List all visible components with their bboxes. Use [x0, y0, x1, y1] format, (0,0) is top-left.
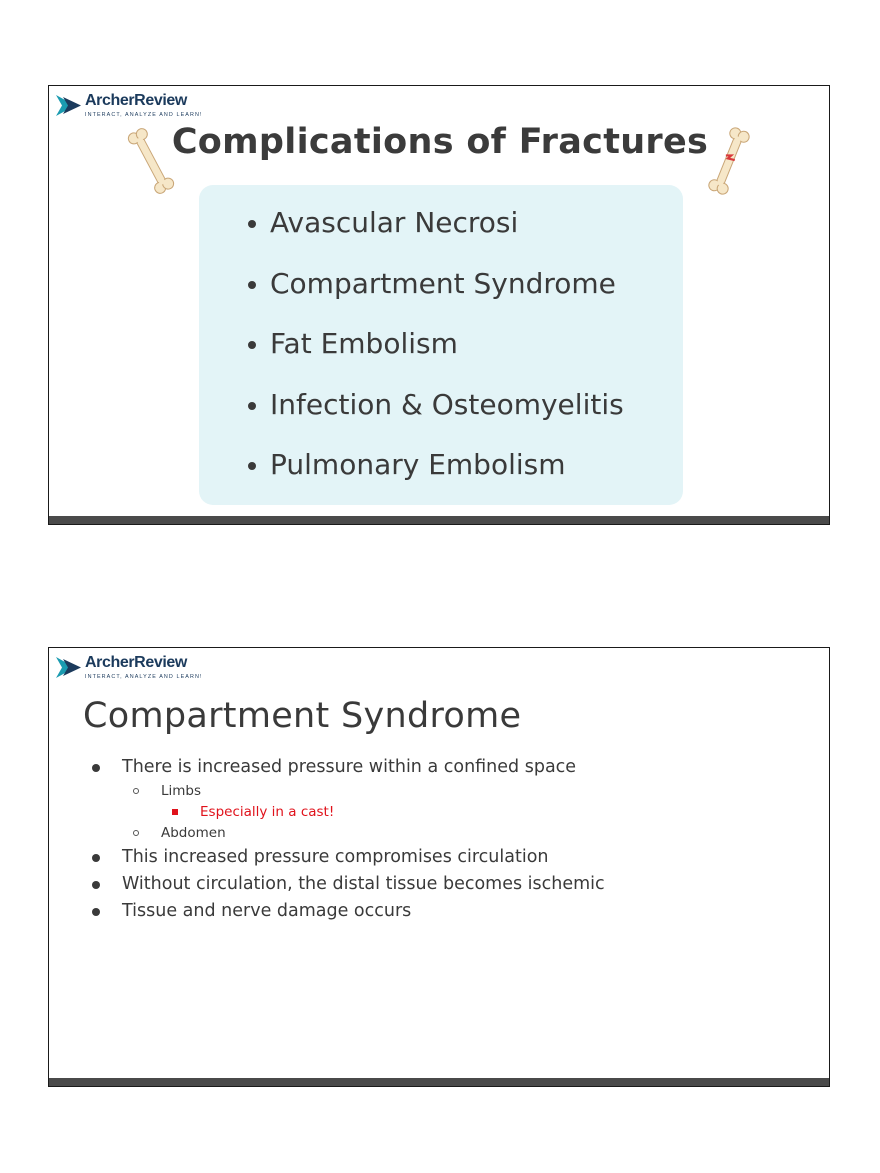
bullet-icon — [248, 281, 256, 289]
hollow-bullet-icon — [133, 830, 139, 836]
bullet-icon — [92, 908, 100, 916]
slide-title: Compartment Syndrome — [83, 696, 522, 736]
list-item: Limbs — [49, 781, 605, 802]
list-item: Tissue and nerve damage occurs — [49, 898, 605, 925]
brand-name: ArcherReview — [85, 654, 187, 671]
list-item: Pulmonary Embolism — [245, 445, 683, 506]
list-item: Especially in a cast! — [49, 802, 605, 823]
list-item: Fat Embolism — [245, 324, 683, 385]
list-item: Avascular Necrosi — [245, 203, 683, 264]
brand-name: ArcherReview — [85, 92, 187, 109]
archer-review-logo — [55, 654, 205, 684]
bullet-icon — [248, 462, 256, 470]
square-bullet-icon — [172, 809, 178, 815]
slide-footer-bar — [49, 516, 829, 524]
bullet-icon — [92, 854, 100, 862]
complications-list — [199, 185, 683, 506]
bullet-icon — [248, 402, 256, 410]
slide-complications-of-fractures — [48, 85, 830, 525]
list-item: Compartment Syndrome — [245, 264, 683, 325]
bullet-icon — [92, 881, 100, 889]
bullet-icon — [248, 341, 256, 349]
list-item: This increased pressure compromises circulation — [49, 844, 605, 871]
slide-title: Complications of Fractures — [171, 122, 709, 162]
bullet-icon — [248, 220, 256, 228]
compartment-syndrome-bullets — [49, 754, 605, 925]
archer-review-logo-icon — [55, 655, 82, 680]
list-item: Infection & Osteomyelitis — [245, 385, 683, 446]
bullet-icon — [92, 764, 100, 772]
hollow-bullet-icon — [133, 788, 139, 794]
slide-footer-bar — [49, 1078, 829, 1086]
list-item: There is increased pressure within a confined space — [49, 754, 605, 781]
slide-compartment-syndrome — [48, 647, 830, 1087]
archer-review-logo-icon — [55, 93, 82, 118]
brand-tagline: INTERACT, ANALYZE AND LEARN! — [85, 674, 203, 680]
archer-review-logo — [55, 92, 205, 122]
complications-box — [199, 185, 683, 505]
list-item: Abdomen — [49, 823, 605, 844]
list-item: Without circulation, the distal tissue becomes ischemic — [49, 871, 605, 898]
brand-tagline: INTERACT, ANALYZE AND LEARN! — [85, 112, 203, 118]
